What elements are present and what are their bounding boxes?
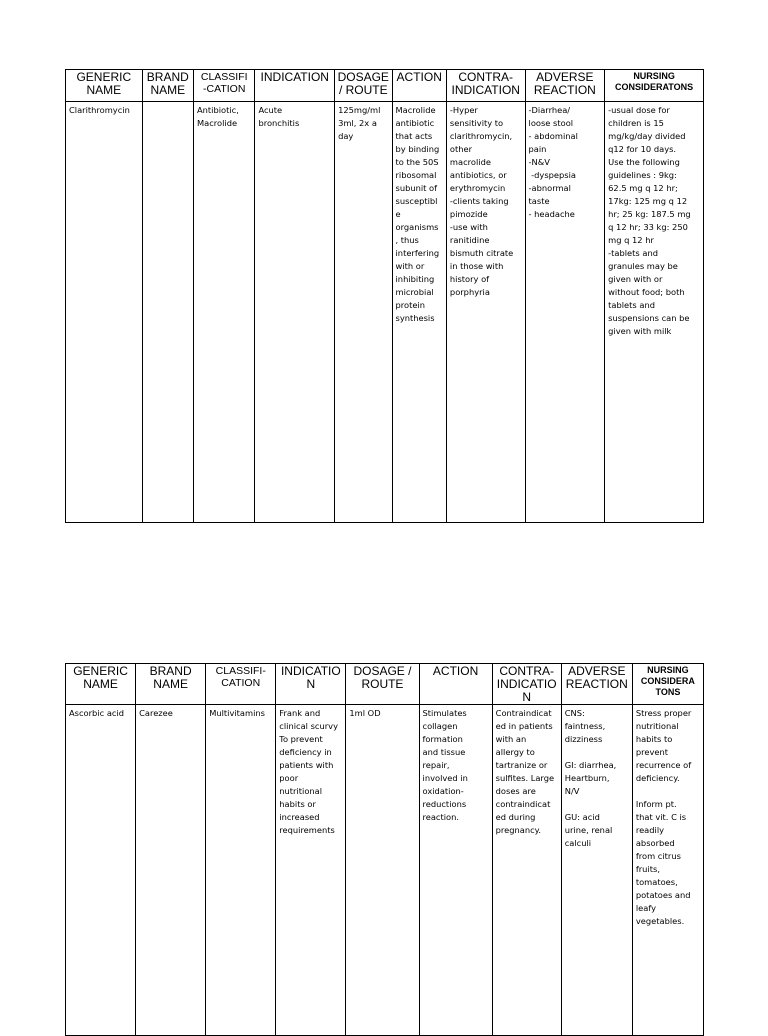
cell-brand-name [142, 102, 193, 523]
cell-contraindication: Contraindicat ed in patients with an allergy to tartranize or sulfites. Large doses are contraindicat ed during pregnancy. [492, 705, 561, 1036]
header-brand-name: BRAND NAME [142, 70, 193, 102]
header-adverse-reaction: ADVERSE REACTION [561, 664, 632, 705]
header-brand-name: BRAND NAME [136, 664, 206, 705]
cell-adverse-reaction: -Diarrhea/ loose stool - abdominal pain -N&V -dyspepsia -abnormal taste - headache [525, 102, 605, 523]
drug-table-clarithromycin [65, 69, 704, 523]
cell-indication: Acute bronchitis [255, 102, 335, 523]
cell-contraindication: -Hyper sensitivity to clarithromycin, other macrolide antibiotics, or erythromycin -clients taking pimozide -use with ranitidine bismuth citrate in those with history of porphyria [446, 102, 525, 523]
header-contraindication: CONTRA- INDICATIO N [492, 664, 561, 705]
table-header-row [66, 70, 704, 102]
cell-action: Stimulates collagen formation and tissue repair, involved in oxidation- reductions reaction. [419, 705, 492, 1036]
cell-classification: Antibiotic, Macrolide [193, 102, 254, 523]
table-row [66, 705, 704, 1036]
cell-adverse-reaction: CNS: faintness, dizziness GI: diarrhea, Heartburn, N/V GU: acid urine, renal calculi [561, 705, 632, 1036]
table-row [66, 102, 704, 523]
header-action: ACTION [419, 664, 492, 705]
header-adverse-reaction: ADVERSE REACTION [525, 70, 605, 102]
cell-dosage-route: 1ml OD [346, 705, 419, 1036]
cell-dosage-route: 125mg/ml 3ml, 2x a day [335, 102, 392, 523]
header-dosage-route: DOSAGE / ROUTE [346, 664, 419, 705]
header-nursing-considerations: NURSING CONSIDERA TONS [632, 664, 703, 705]
header-indication: INDICATIO N [276, 664, 346, 705]
cell-nursing-considerations: Stress proper nutritional habits to prevent recurrence of deficiency. Inform pt. that vit. C is readily absorbed from citrus fruits, tomatoes, potatoes and leafy vegetables. [632, 705, 703, 1036]
cell-nursing-considerations: -usual dose for children is 15 mg/kg/day divided q12 for 10 days. Use the following guidelines : 9kg: 62.5 mg q 12 hr; 17kg: 125 mg q 12 hr; 25 kg: 187.5 mg q 12 hr; 33 kg: 250 mg q 12 hr -tablets and granules may be given with or without food; both tablets and suspensions can be given with milk [605, 102, 704, 523]
header-dosage-route: DOSAGE / ROUTE [335, 70, 392, 102]
cell-brand-name: Carezee [136, 705, 206, 1036]
cell-indication: Frank and clinical scurvy To prevent deficiency in patients with poor nutritional habits or increased requirements [276, 705, 346, 1036]
header-generic-name: GENERIC NAME [66, 664, 136, 705]
header-contraindication: CONTRA- INDICATION [446, 70, 525, 102]
cell-generic-name: Clarithromycin [66, 102, 143, 523]
header-generic-name: GENERIC NAME [66, 70, 143, 102]
cell-classification: Multivitamins [206, 705, 276, 1036]
table-header-row [66, 664, 704, 705]
header-nursing-considerations: NURSING CONSIDERATONS [605, 70, 704, 102]
cell-generic-name: Ascorbic acid [66, 705, 136, 1036]
header-action: ACTION [392, 70, 446, 102]
drug-table-ascorbic-acid [65, 663, 704, 1036]
header-classification: CLASSIFI- CATION [206, 664, 276, 705]
header-indication: INDICATION [255, 70, 335, 102]
header-classification: CLASSIFI -CATION [193, 70, 254, 102]
cell-action: Macrolide antibiotic that acts by binding to the 50S ribosomal subunit of susceptibl e organisms , thus interfering with or inhibiting microbial protein synthesis [392, 102, 446, 523]
